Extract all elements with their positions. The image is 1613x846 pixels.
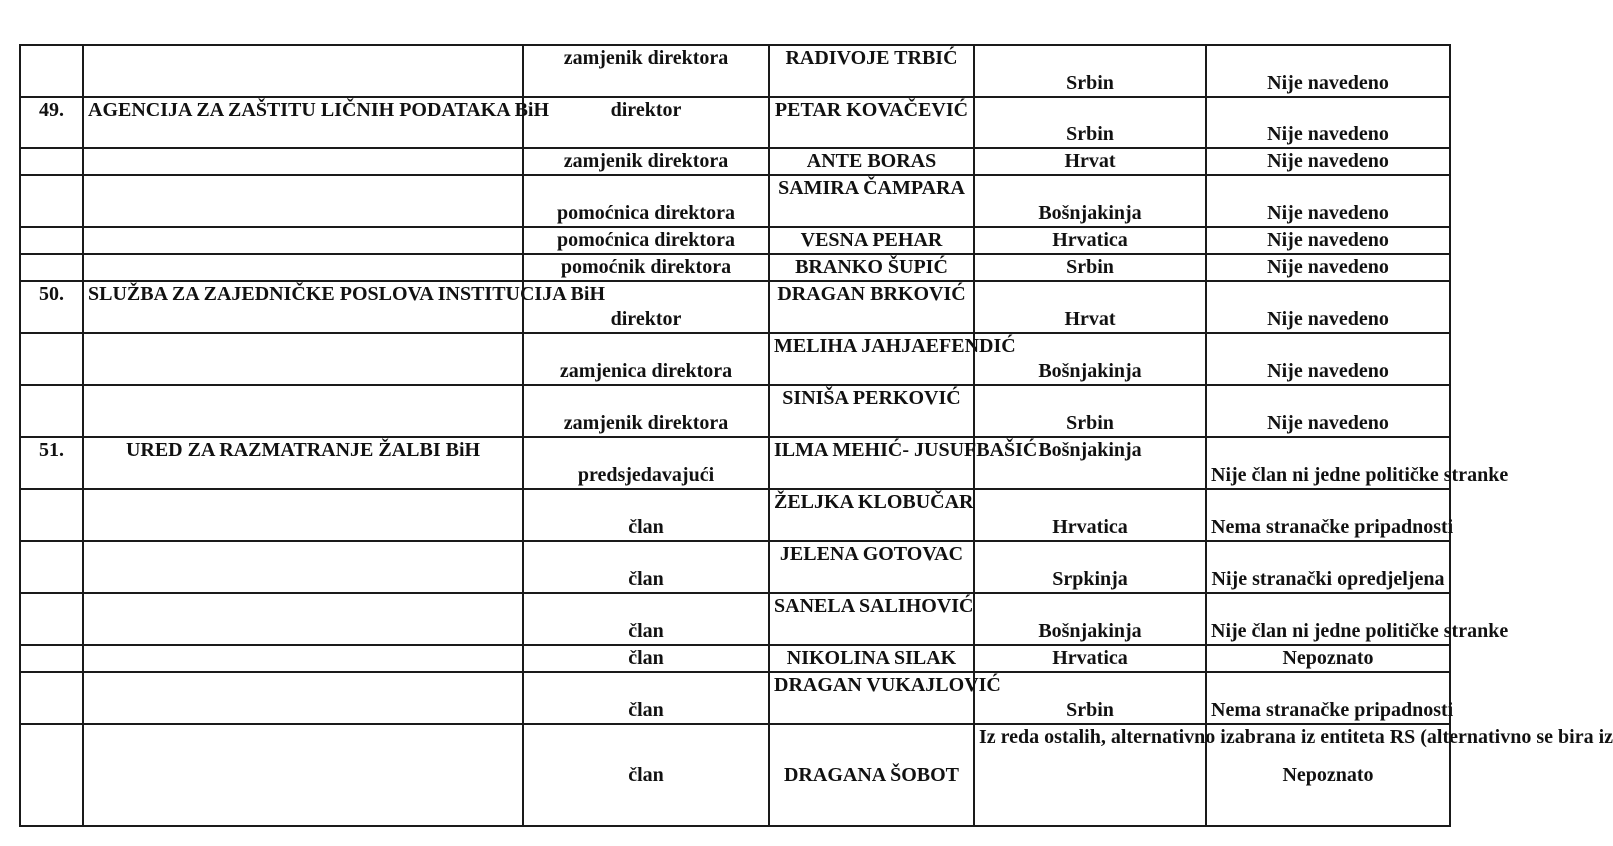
ethnicity: Srpkinja <box>974 541 1206 593</box>
table-row <box>20 175 1450 227</box>
table-row <box>20 385 1450 437</box>
ethnicity: Bošnjakinja <box>974 175 1206 227</box>
party-affiliation: Nije navedeno <box>1206 254 1450 281</box>
party-affiliation: Nepoznato <box>1206 724 1450 826</box>
person-name: SANELA SALIHOVIĆ <box>769 593 974 645</box>
person-name: PETAR KOVAČEVIĆ <box>769 97 974 148</box>
table-row <box>20 227 1450 254</box>
position: član <box>523 645 769 672</box>
table-row <box>20 45 1450 97</box>
row-number: 49. <box>20 97 83 148</box>
row-number <box>20 254 83 281</box>
institution-name <box>83 489 523 541</box>
position: član <box>523 593 769 645</box>
ethnicity: Hrvat <box>974 281 1206 333</box>
person-name: MELIHA JAHJAEFENDIĆ <box>769 333 974 385</box>
party-affiliation: Nije član ni jedne političke stranke <box>1206 437 1450 489</box>
row-number <box>20 45 83 97</box>
institution-name <box>83 541 523 593</box>
institution-name <box>83 333 523 385</box>
row-number <box>20 175 83 227</box>
position: zamjenik direktora <box>523 148 769 175</box>
position: direktor <box>523 97 769 148</box>
person-name: ANTE BORAS <box>769 148 974 175</box>
position: zamjenik direktora <box>523 385 769 437</box>
table-row <box>20 489 1450 541</box>
row-number <box>20 489 83 541</box>
ethnicity: Bošnjakinja <box>974 593 1206 645</box>
person-name: NIKOLINA SILAK <box>769 645 974 672</box>
person-name: SINIŠA PERKOVIĆ <box>769 385 974 437</box>
party-affiliation: Nije navedeno <box>1206 148 1450 175</box>
ethnicity: Srbin <box>974 254 1206 281</box>
party-affiliation: Nema stranačke pripadnosti <box>1206 489 1450 541</box>
row-number <box>20 645 83 672</box>
institution-name <box>83 148 523 175</box>
row-number <box>20 227 83 254</box>
person-name: JELENA GOTOVAC <box>769 541 974 593</box>
row-number: 50. <box>20 281 83 333</box>
position: pomoćnik direktora <box>523 254 769 281</box>
row-number <box>20 593 83 645</box>
person-name: DRAGANA ŠOBOT <box>769 724 974 826</box>
ethnicity: Srbin <box>974 97 1206 148</box>
party-affiliation: Nije član ni jedne političke stranke <box>1206 593 1450 645</box>
row-number <box>20 724 83 826</box>
row-number <box>20 672 83 724</box>
party-affiliation: Nije navedeno <box>1206 97 1450 148</box>
ethnicity: Bošnjakinja <box>974 333 1206 385</box>
institution-name <box>83 672 523 724</box>
table-row <box>20 333 1450 385</box>
row-number <box>20 333 83 385</box>
institution-name: AGENCIJA ZA ZAŠTITU LIČNIH PODATAKA BiH <box>83 97 523 148</box>
person-name: DRAGAN BRKOVIĆ <box>769 281 974 333</box>
ethnicity: Hrvatica <box>974 489 1206 541</box>
institution-name <box>83 227 523 254</box>
ethnicity: Bošnjakinja <box>974 437 1206 489</box>
row-number <box>20 148 83 175</box>
ethnicity: Hrvat <box>974 148 1206 175</box>
institution-name <box>83 175 523 227</box>
position: direktor <box>523 281 769 333</box>
institution-name <box>83 724 523 826</box>
institution-name <box>83 645 523 672</box>
institution-name: SLUŽBA ZA ZAJEDNIČKE POSLOVA INSTITUCIJA BiH <box>83 281 523 333</box>
person-name: DRAGAN VUKAJLOVIĆ <box>769 672 974 724</box>
party-affiliation: Nije navedeno <box>1206 227 1450 254</box>
ethnicity: Srbin <box>974 385 1206 437</box>
person-name: VESNA PEHAR <box>769 227 974 254</box>
party-affiliation: Nema stranačke pripadnosti <box>1206 672 1450 724</box>
party-affiliation: Nije navedeno <box>1206 281 1450 333</box>
table-row <box>20 437 1450 489</box>
institution-name <box>83 593 523 645</box>
institution-name <box>83 385 523 437</box>
party-affiliation: Nepoznato <box>1206 645 1450 672</box>
table-row <box>20 645 1450 672</box>
person-name: ŽELJKA KLOBUČAR <box>769 489 974 541</box>
party-affiliation: Nije stranački opredjeljena <box>1206 541 1450 593</box>
position: član <box>523 724 769 826</box>
table-row <box>20 672 1450 724</box>
table-row <box>20 254 1450 281</box>
position: član <box>523 489 769 541</box>
ethnicity: Srbin <box>974 672 1206 724</box>
position: član <box>523 541 769 593</box>
table-row <box>20 593 1450 645</box>
ethnicity: Hrvatica <box>974 645 1206 672</box>
party-affiliation: Nije navedeno <box>1206 333 1450 385</box>
person-name: ILMA MEHIĆ- JUSUFBAŠIĆ <box>769 437 974 489</box>
table-row <box>20 148 1450 175</box>
person-name: BRANKO ŠUPIĆ <box>769 254 974 281</box>
position: zamjenica direktora <box>523 333 769 385</box>
position: predsjedavajući <box>523 437 769 489</box>
position: član <box>523 672 769 724</box>
officials-table <box>19 44 1613 827</box>
institution-name: URED ZA RAZMATRANJE ŽALBI BiH <box>83 437 523 489</box>
table-row <box>20 724 1450 826</box>
ethnicity: Hrvatica <box>974 227 1206 254</box>
row-number <box>20 385 83 437</box>
table-row <box>20 281 1450 333</box>
table-row <box>20 541 1450 593</box>
party-affiliation: Nije navedeno <box>1206 45 1450 97</box>
party-affiliation: Nije navedeno <box>1206 175 1450 227</box>
party-affiliation: Nije navedeno <box>1206 385 1450 437</box>
position: zamjenik direktora <box>523 45 769 97</box>
ethnicity: Srbin <box>974 45 1206 97</box>
table-row <box>20 97 1450 148</box>
position: pomoćnica direktora <box>523 227 769 254</box>
row-number <box>20 541 83 593</box>
ethnicity: Iz reda ostalih, alternativno izabrana iz entiteta RS (alternativno se bira iz <box>974 724 1206 826</box>
institution-name <box>83 254 523 281</box>
position: pomoćnica direktora <box>523 175 769 227</box>
person-name: SAMIRA ČAMPARA <box>769 175 974 227</box>
person-name: RADIVOJE TRBIĆ <box>769 45 974 97</box>
institution-name <box>83 45 523 97</box>
row-number: 51. <box>20 437 83 489</box>
